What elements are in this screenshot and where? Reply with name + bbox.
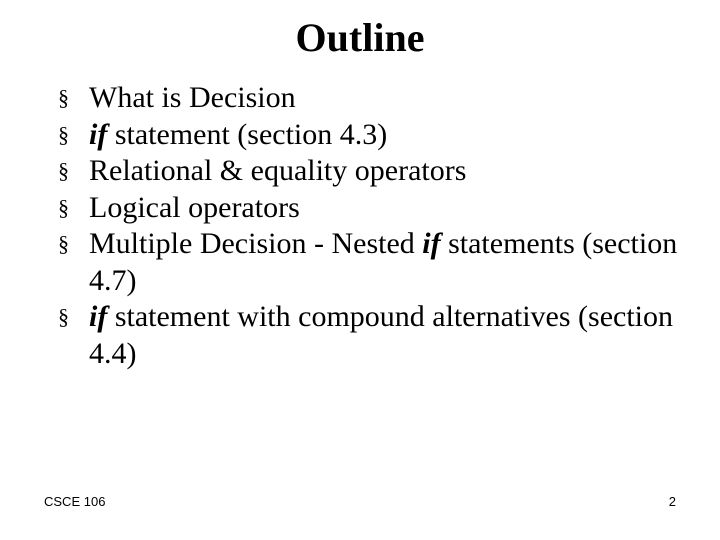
bullet-item (58, 80, 698, 117)
section-sign-bullet-icon: § (58, 85, 69, 110)
bullet-text-emphasis: if (422, 227, 441, 260)
bullet-text-post: statement (section 4.3) (107, 117, 388, 151)
bullet-item (58, 190, 698, 227)
bullet-item (58, 299, 698, 372)
footer-course-label: CSCE 106 (44, 494, 106, 509)
bullet-text-post: statements (section 4.7) (89, 227, 678, 297)
section-sign-bullet-icon: § (58, 304, 69, 329)
bullet-text-post: statement with compound alternatives (section 4.4) (89, 300, 674, 370)
bullet-text-emphasis: if (89, 300, 108, 333)
section-sign-bullet-icon: § (58, 121, 69, 147)
slide-title: Outline (295, 15, 425, 60)
bullet-list (58, 80, 698, 372)
bullet-item (58, 153, 698, 190)
section-sign-bullet-icon: § (58, 158, 69, 183)
section-sign-bullet-icon: § (58, 194, 69, 220)
bullet-text-pre: Logical operators (89, 190, 300, 224)
bullet-text-pre: Relational & equality operators (89, 154, 467, 187)
footer-page-number: 2 (668, 494, 676, 509)
bullet-item (58, 226, 698, 299)
bullet-text-pre: What is Decision (89, 81, 296, 114)
bullet-text-emphasis: if (89, 117, 108, 151)
bullet-text-pre: Multiple Decision - Nested (89, 227, 423, 260)
bullet-item (58, 117, 698, 154)
section-sign-bullet-icon: § (58, 231, 69, 256)
